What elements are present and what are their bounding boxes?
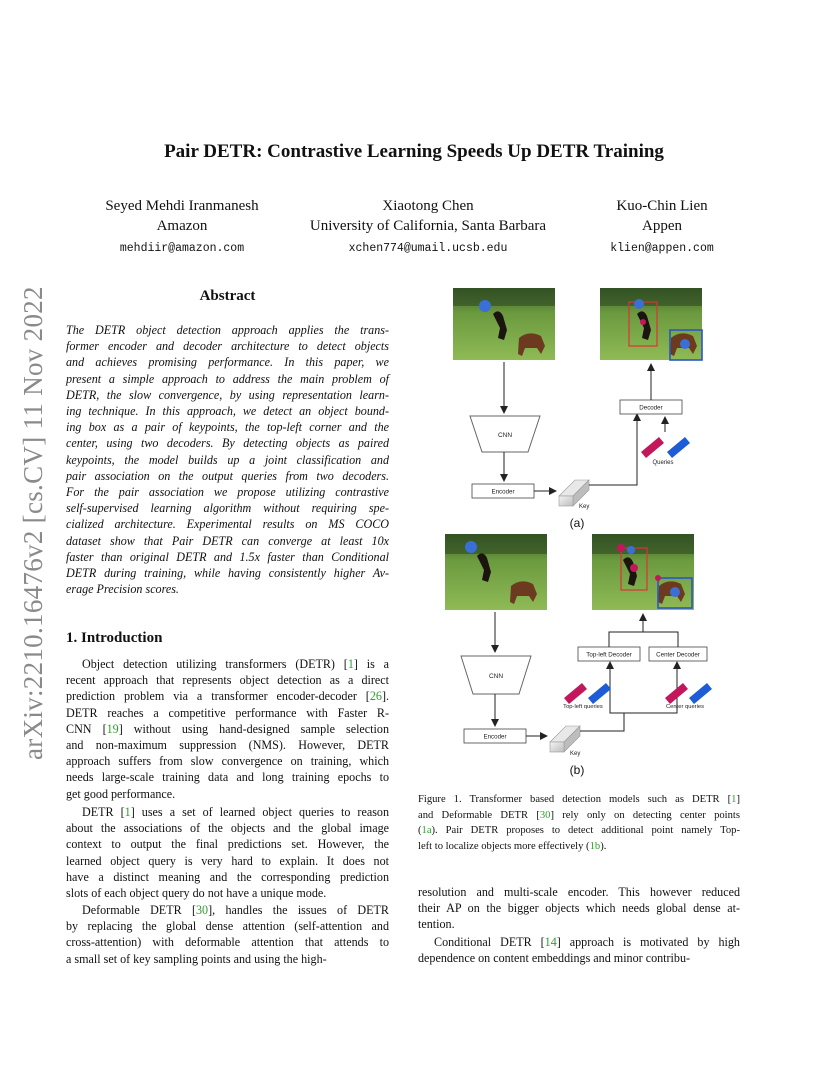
right-paragraph-1 xyxy=(418,884,740,933)
text-line: cialized architecture. Experimental results on MS COCO xyxy=(66,517,389,532)
text-segment: and non-maximum suppression (NMS). However, DETR xyxy=(66,738,389,753)
text-segment: by replacing the global dense attention (self-attention and xyxy=(66,919,389,934)
text-line xyxy=(66,721,389,737)
text-line xyxy=(66,934,389,950)
text-segment: resolution and multi-scale encoder. This however reduced xyxy=(418,885,740,899)
text-segment: context to output the final predictions set. However, the xyxy=(66,837,389,852)
author-affiliation: University of California, Santa Barbara xyxy=(309,218,547,234)
citation-link[interactable]: 26 xyxy=(369,689,382,704)
subfigure-b xyxy=(445,534,712,777)
text-segment: a small set of key sampling points and using the high- xyxy=(66,951,327,966)
text-line: keypoints, the model builds up a joint classification and xyxy=(66,452,389,467)
text-segment: ] xyxy=(736,794,740,805)
text-line xyxy=(66,656,389,672)
author-3 xyxy=(574,196,750,259)
text-segment: ], handles the issues of DETR xyxy=(208,903,389,917)
text-line xyxy=(66,885,389,901)
intro-paragraph-3 xyxy=(66,902,389,967)
figure-1-diagram xyxy=(415,280,760,780)
text-segment: learned object query is very hard to explain. It does not xyxy=(66,853,389,868)
text-line xyxy=(66,902,389,918)
text-line xyxy=(418,916,740,932)
citation-link[interactable]: 14 xyxy=(544,935,557,949)
text-segment: left to localize objects more effectively ( xyxy=(418,840,590,852)
text-segment: ). Pair DETR proposes to detect additional point namely Top- xyxy=(431,825,740,836)
text-line: center, using two decoders. By detecting objects as paired xyxy=(66,436,389,451)
topleft-queries xyxy=(564,683,611,704)
text-line: For the pair association we propose utilizing contrastive xyxy=(66,485,389,500)
text-segment: ] is a xyxy=(353,657,389,671)
key-tensor-a xyxy=(559,480,589,506)
text-line xyxy=(418,823,740,839)
key-label: Key xyxy=(570,751,581,757)
citation-link[interactable]: 1 xyxy=(731,794,737,805)
subfigure-a-label: (a) xyxy=(569,516,585,530)
text-line: ing box as a pair of keypoints, the top-left corner and the xyxy=(66,420,389,435)
key-tensor-b xyxy=(550,726,580,752)
topleft-queries-label: Top-left queries xyxy=(563,704,603,710)
center-decoder-label: Center Decoder xyxy=(656,651,700,659)
input-photo-b xyxy=(445,534,547,610)
cnn-label: CNN xyxy=(497,432,513,439)
text-line xyxy=(66,869,389,885)
abstract-heading: Abstract xyxy=(199,288,256,304)
text-line xyxy=(418,808,740,824)
text-segment: slots of each object query do not have a unique mode. xyxy=(66,886,327,901)
text-segment: ] approach is motivated by high xyxy=(556,935,740,949)
text-segment: recent approach that represents object detection as a direct xyxy=(66,673,389,688)
citation-link[interactable]: 1b xyxy=(589,840,601,852)
intro-paragraph-2 xyxy=(66,804,389,901)
text-segment: about the associations of the objects and the global image xyxy=(66,821,389,836)
text-segment: Deformable DETR [ xyxy=(82,903,196,917)
text-line xyxy=(418,950,740,966)
output-photo-b xyxy=(592,534,694,610)
text-line xyxy=(66,688,389,704)
citation-link[interactable]: 1 xyxy=(124,805,131,819)
text-line xyxy=(66,672,389,688)
text-line: DETR during training, while having consistently higher Av- xyxy=(66,566,389,581)
text-segment: and Deformable DETR [ xyxy=(418,809,540,821)
center-queries-label: Center queries xyxy=(665,704,705,710)
text-segment: ]. xyxy=(381,689,389,704)
right-paragraph-2 xyxy=(418,934,740,966)
queries-label: Queries xyxy=(652,460,674,466)
text-segment: ] without using hand-designed sample selection xyxy=(118,721,389,736)
text-line xyxy=(418,934,740,950)
text-segment: CNN [ xyxy=(66,721,107,736)
author-email: mehdiir@amazon.com xyxy=(119,242,245,255)
cnn-label: CNN xyxy=(488,673,504,680)
intro-paragraph-1 xyxy=(66,656,389,802)
subfigure-a xyxy=(453,288,702,530)
text-line xyxy=(66,786,389,802)
arxiv-identifier: arXiv:2210.16476v2 [cs.CV] 11 Nov 2022 xyxy=(18,286,48,760)
text-line: and achieves promising performance. In this paper, we xyxy=(66,355,389,370)
introduction-heading: 1. Introduction xyxy=(66,630,163,646)
text-line xyxy=(418,900,740,916)
text-segment: prediction problem via a transformer encoder-decoder [ xyxy=(66,689,370,704)
encoder-label: Encoder xyxy=(491,488,515,496)
text-line: erage Precision scores. xyxy=(66,582,179,597)
text-line xyxy=(418,839,740,855)
text-segment: get good performance. xyxy=(66,786,176,801)
text-segment: Conditional DETR [ xyxy=(434,935,545,949)
text-line: present a simple approach to address the main problem of xyxy=(66,371,389,386)
text-segment: cross-attention) with deformable attention that attends to xyxy=(66,935,389,950)
text-line xyxy=(66,737,389,753)
abstract-body xyxy=(66,322,389,597)
text-segment: DETR reaches a competitive performance with Faster R- xyxy=(66,705,389,720)
author-affiliation: Amazon xyxy=(156,218,208,234)
text-line: DETR, the slow convergence, by using representation learn- xyxy=(66,387,389,402)
text-line xyxy=(66,918,389,934)
text-line xyxy=(66,705,389,721)
text-line: faster than original DETR and 1.5x faster than Conditional xyxy=(66,549,389,564)
text-segment: ] rely only on detecting center points xyxy=(550,809,740,821)
text-segment: ). xyxy=(600,840,607,852)
author-affiliation: Appen xyxy=(642,218,682,234)
text-line xyxy=(66,951,389,967)
text-line xyxy=(66,820,389,836)
text-line xyxy=(66,769,389,785)
text-segment: have a distinct meaning and the corresponding prediction xyxy=(66,869,389,884)
topleft-decoder-label: Top-left Decoder xyxy=(586,651,632,659)
author-name: Seyed Mehdi Iranmanesh xyxy=(105,198,259,214)
text-line xyxy=(66,853,389,869)
citation-link[interactable]: 30 xyxy=(196,903,209,917)
subfigure-b-label: (b) xyxy=(569,763,585,777)
text-line xyxy=(66,804,389,820)
text-segment: Object detection utilizing transformers (DETR) [ xyxy=(82,657,348,671)
citation-link[interactable]: 19 xyxy=(106,721,119,736)
text-line: dataset show that Pair DETR can converge at least 10x xyxy=(66,533,389,548)
author-email: xchen774@umail.ucsb.edu xyxy=(348,242,508,255)
encoder-label: Encoder xyxy=(483,733,507,741)
figure-1-caption xyxy=(418,792,740,854)
author-email: klien@appen.com xyxy=(610,242,714,255)
text-segment: ] uses a set of learned object queries to reason xyxy=(130,805,389,819)
text-segment: their AP on the bigger objects which needs global dense at- xyxy=(418,901,740,916)
queries-a xyxy=(641,437,690,458)
text-segment: dependence on content embeddings and minor contribu- xyxy=(418,951,691,966)
text-line xyxy=(418,792,740,808)
text-line: ing technique. In this approach, we detect an object bound- xyxy=(66,404,389,419)
text-segment: Figure 1. Transformer based detection models such as DETR [ xyxy=(418,794,732,805)
text-segment: DETR [ xyxy=(82,805,125,819)
text-line: former encoder and decoder architecture to detect objects xyxy=(66,339,389,354)
text-line xyxy=(66,753,389,769)
author-name: Xiaotong Chen xyxy=(382,198,474,214)
key-label: Key xyxy=(579,504,590,510)
paper-title: Pair DETR: Contrastive Learning Speeds Up DETR Training xyxy=(164,141,664,162)
author-1 xyxy=(82,196,282,259)
text-segment: tention. xyxy=(418,917,455,932)
citation-link[interactable]: 30 xyxy=(539,809,551,821)
center-queries xyxy=(665,683,712,704)
ball-icon xyxy=(479,300,491,312)
text-segment: needs large-scale training data and long training epochs to xyxy=(66,770,389,785)
text-line: The DETR object detection approach applies the trans- xyxy=(66,323,389,337)
text-segment: ( xyxy=(418,825,422,836)
text-line xyxy=(66,836,389,852)
decoder-label: Decoder xyxy=(639,404,663,412)
author-2 xyxy=(288,196,568,259)
text-line: pair association on the output queries from two decoders. xyxy=(66,468,389,483)
author-name: Kuo-Chin Lien xyxy=(616,198,708,214)
text-line xyxy=(418,884,740,900)
citation-link[interactable]: 1a xyxy=(421,825,432,836)
text-line: self-supervised learning algorithm without requiring spe- xyxy=(66,501,389,516)
text-segment: approach suffers from slow convergence on training, which xyxy=(66,754,389,769)
output-photo-a xyxy=(600,288,702,360)
citation-link[interactable]: 1 xyxy=(347,657,354,671)
input-photo-a xyxy=(453,288,555,360)
